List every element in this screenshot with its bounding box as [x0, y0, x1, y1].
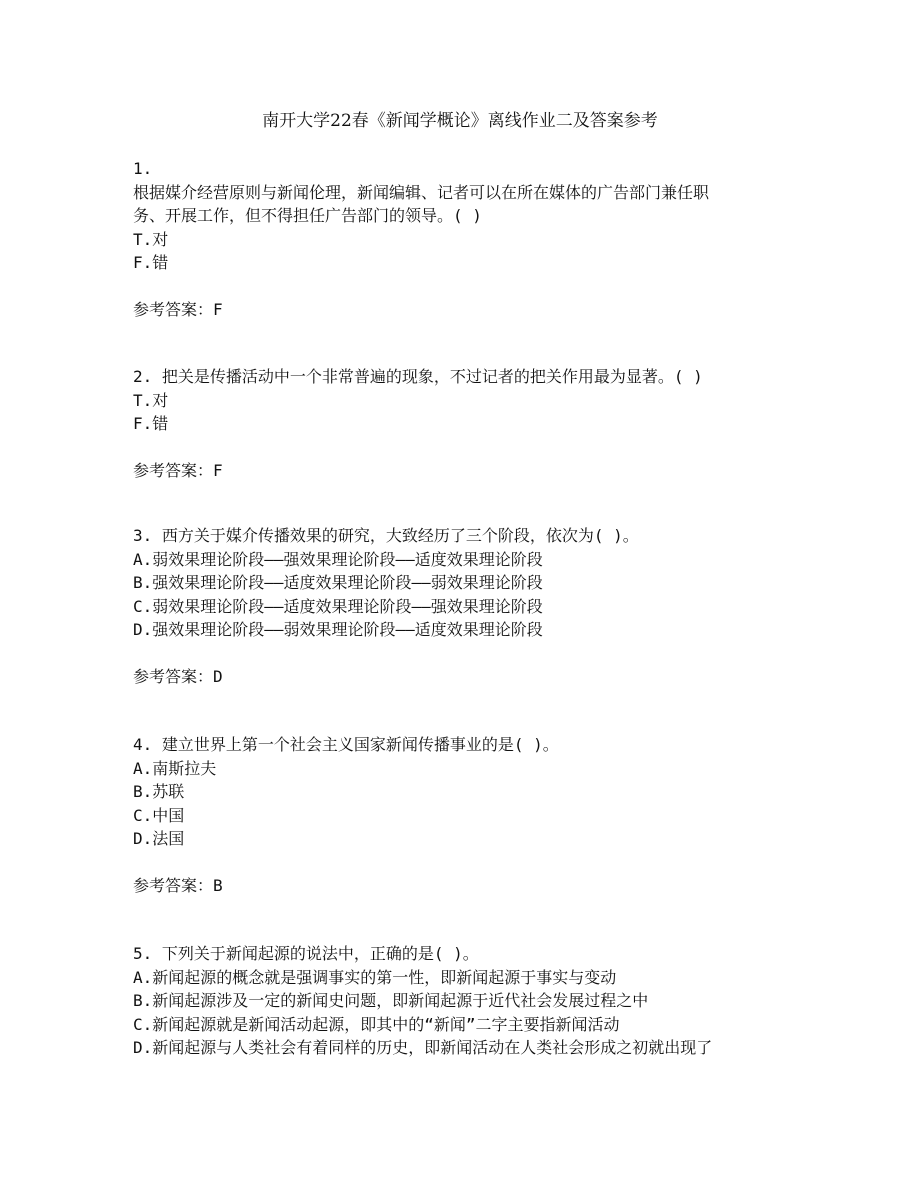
question-5-option-b: B.新闻起源涉及一定的新闻史问题，即新闻起源于近代社会发展过程之中: [133, 991, 649, 1010]
question-1-answer: 参考答案：F: [133, 299, 223, 319]
question-4-option-a: A.南斯拉夫: [133, 758, 217, 778]
question-2-option-t: T.对: [133, 390, 169, 410]
question-4-option-c: C.中国: [133, 805, 185, 825]
question-3: [133, 524, 793, 733]
question-2-option-f: F.错: [133, 414, 169, 433]
question-5-option-c: C.新闻起源就是新闻活动起源，即其中的“新闻”二字主要指新闻活动: [133, 1014, 620, 1034]
page-title: 南开大学22春《新闻学概论》离线作业二及答案参考: [262, 111, 658, 131]
question-3-stem: 3. 西方关于媒介传播效果的研究，大致经历了三个阶段，依次为( )。: [133, 526, 639, 545]
question-1-number: 1.: [133, 159, 153, 178]
question-3-option-c: C.弱效果理论阶段——适度效果理论阶段——强效果理论阶段: [133, 596, 543, 616]
question-1: [133, 157, 793, 365]
question-2-answer: 参考答案：F: [133, 460, 223, 480]
question-4-option-b: B.苏联: [133, 782, 185, 801]
question-2-stem: 2. 把关是传播活动中一个非常普遍的现象，不过记者的把关作用最为显著。( ): [133, 367, 703, 386]
question-4-option-d: D.法国: [133, 829, 185, 848]
document-body: [133, 157, 793, 1082]
question-3-answer: 参考答案：D: [133, 666, 223, 686]
question-1-stem-line1: 根据媒介经营原则与新闻伦理，新闻编辑、记者可以在所在媒体的广告部门兼任职: [133, 182, 710, 202]
question-4: [133, 733, 793, 942]
question-1-option-f: F.错: [133, 253, 169, 272]
question-5-option-a: A.新闻起源的概念就是强调事实的第一性，即新闻起源于事实与变动: [133, 967, 617, 987]
question-5-option-d: D.新闻起源与人类社会有着同样的历史，即新闻活动在人类社会形成之初就出现了: [133, 1038, 713, 1057]
question-1-stem-line2: 务、开展工作，但不得担任广告部门的领导。( ): [133, 206, 482, 225]
question-5: [133, 942, 793, 1082]
question-5-stem: 5. 下列关于新闻起源的说法中，正确的是( )。: [133, 944, 479, 963]
question-3-option-b: B.强效果理论阶段——适度效果理论阶段——弱效果理论阶段: [133, 573, 543, 592]
question-3-option-d: D.强效果理论阶段——弱效果理论阶段——适度效果理论阶段: [133, 620, 543, 639]
question-2: [133, 365, 793, 524]
question-1-option-t: T.对: [133, 229, 169, 249]
question-3-option-a: A.弱效果理论阶段——强效果理论阶段——适度效果理论阶段: [133, 549, 543, 569]
question-4-stem: 4. 建立世界上第一个社会主义国家新闻传播事业的是( )。: [133, 735, 559, 754]
question-4-answer: 参考答案：B: [133, 875, 223, 895]
